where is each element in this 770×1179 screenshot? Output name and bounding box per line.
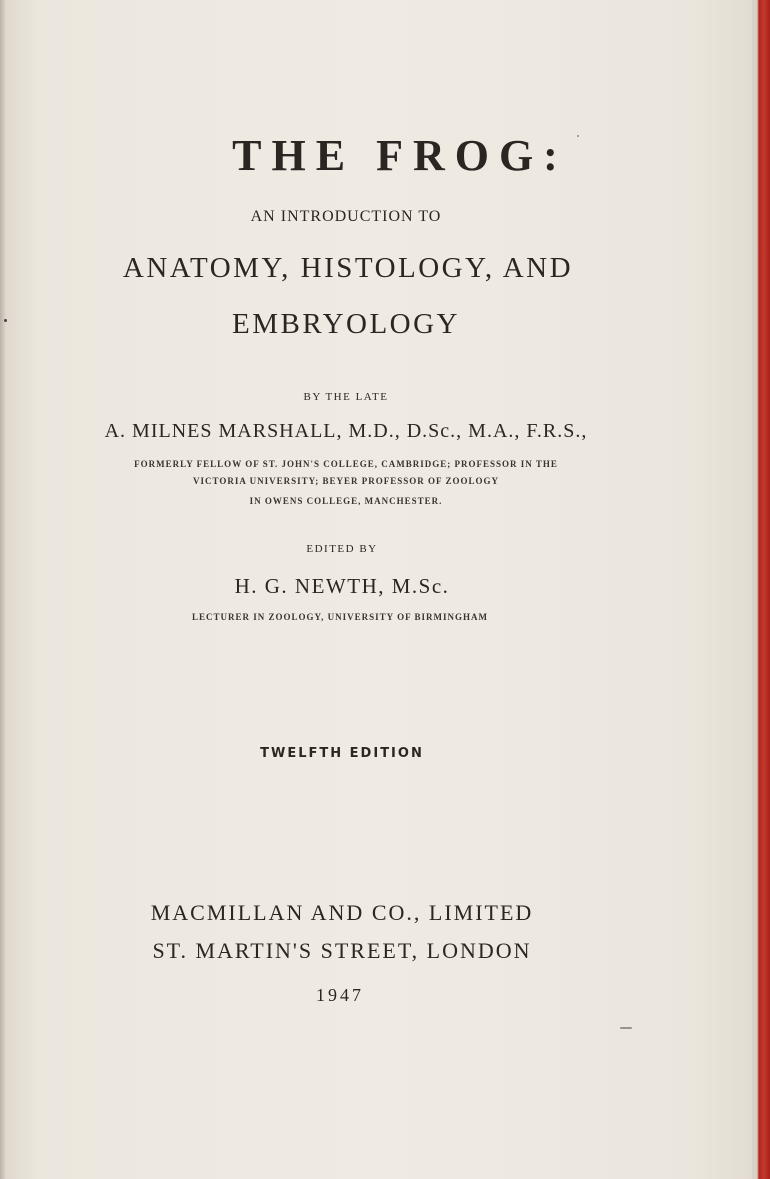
author-credentials-line-3: IN OWENS COLLEGE, MANCHESTER.: [249, 496, 443, 506]
author-name: A. MILNES MARSHALL, M.D., D.Sc., M.A., F.R.S.,: [104, 420, 588, 442]
author-credentials-line-1: FORMERLY FELLOW OF ST. JOHN'S COLLEGE, CAMBRIDGE; PROFESSOR IN THE: [134, 459, 558, 469]
by-the-late-label: BY THE LATE: [303, 391, 389, 403]
editor-name: H. G. NEWTH, M.Sc.: [234, 574, 450, 598]
book-intro-line: AN INTRODUCTION TO: [250, 208, 442, 225]
publisher-address: ST. MARTIN'S STREET, LONDON: [152, 938, 532, 963]
red-cover-edge: [752, 0, 770, 1179]
author-credentials-line-2: VICTORIA UNIVERSITY; BEYER PROFESSOR OF ZOOLOGY: [193, 476, 499, 486]
publisher-name: MACMILLAN AND CO., LIMITED: [150, 900, 534, 925]
paper-speck: [577, 135, 579, 137]
book-subject-line-1: ANATOMY, HISTOLOGY, AND: [122, 252, 574, 284]
editor-role: LECTURER IN ZOOLOGY, UNIVERSITY OF BIRMINGHAM: [191, 612, 489, 622]
edition-label: TWELFTH EDITION: [260, 746, 424, 761]
publication-year: 1947: [316, 985, 364, 1005]
paper-speck: [620, 1027, 632, 1029]
book-subject-line-2: EMBRYOLOGY: [231, 308, 460, 340]
paper-speck: [4, 319, 7, 322]
edited-by-label: EDITED BY: [306, 543, 378, 555]
book-title: THE FROG:: [232, 131, 568, 180]
